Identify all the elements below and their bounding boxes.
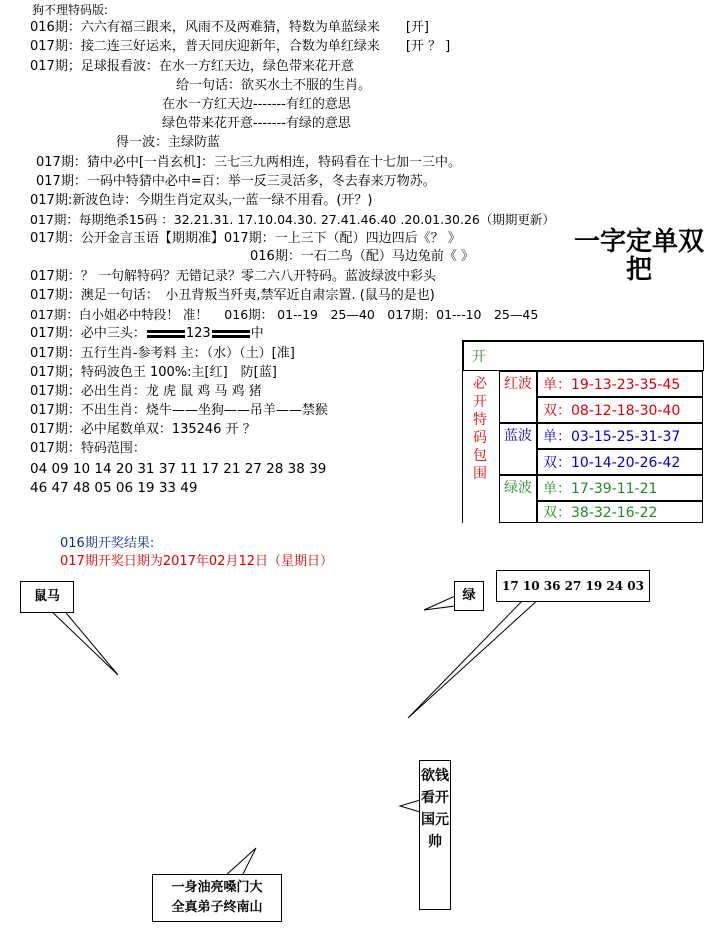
table-open: 开 bbox=[463, 341, 704, 371]
tail-color bbox=[424, 596, 455, 610]
three-heads-label: 017期：必中三头： bbox=[30, 326, 146, 341]
three-heads-end: 中 bbox=[250, 326, 264, 341]
line-15: 017期：澳足一句话： 小丑背叛当歼夷,禁军近自肃宗置. (鼠马的是也) bbox=[30, 288, 435, 303]
table-vertical-label: 必开特码包围 bbox=[473, 376, 487, 482]
line-20: 017期：必出生肖：龙 虎 鼠 鸡 马 鸡 猪 bbox=[30, 384, 262, 399]
poem-line-1: 一身油亮嗓门大 bbox=[171, 880, 263, 895]
green-even: 双：38-32-16-22 bbox=[537, 501, 703, 523]
callout-numbers: 17 10 36 27 19 24 03 bbox=[496, 570, 650, 602]
callout-vertical: 欲钱看开国元帅 bbox=[419, 760, 451, 910]
line-3: 017期；足球报看波：在水一方红天边，绿色带来花开意 bbox=[30, 59, 354, 74]
line-22: 017期：必中尾数单双：135246 开 ？ bbox=[30, 422, 256, 437]
line-23: 017期：特码范围： bbox=[30, 441, 146, 456]
tail-zodiac bbox=[48, 608, 118, 675]
poem-line-2: 全真弟子终南山 bbox=[171, 900, 263, 915]
line-4: 给一句话：欲买水土不服的生肖。 bbox=[176, 78, 372, 93]
range-numbers-2: 46 47 48 05 06 19 33 49 bbox=[30, 480, 198, 496]
callout-poem bbox=[152, 874, 282, 922]
line-13: 016期：一石二鸟（配）马边兔前《 》 bbox=[250, 249, 474, 264]
range-numbers-1: 04 09 10 14 20 31 37 11 17 21 27 28 38 39 bbox=[30, 461, 327, 477]
callout-zodiac: 鼠马 bbox=[20, 581, 74, 613]
blue-odd: 单：03-15-25-31-37 bbox=[537, 423, 703, 449]
line-1: 016期：六六有福三跟来，风雨不及两难猜，特数为单蓝绿来 [开] bbox=[30, 20, 429, 35]
blue-even: 双：10-14-20-26-42 bbox=[537, 449, 703, 475]
line-8: 017期：猜中必中[一肖玄机]：三七三九两相连，特码看在十七加一三中。 bbox=[36, 155, 461, 170]
side-title: 一字定单双 把 bbox=[574, 227, 705, 285]
callout-color: 绿 bbox=[454, 581, 484, 611]
line-2: 017期：接二连三好运来，普天同庆迎新年，合数为单红绿来 [开 ？ ] bbox=[30, 39, 451, 54]
line-18: 017期：五行生肖-参考料 主：（水）（土）[准] bbox=[30, 346, 295, 361]
line-10: 017期:新波色诗：今期生肖定双头,一蓝一绿不用看。(开？) bbox=[30, 193, 373, 208]
group-red-name: 红波 bbox=[504, 376, 532, 392]
three-heads-mid: 123 bbox=[185, 326, 211, 341]
line-5: 在水一方红天边-------有红的意思 bbox=[162, 97, 351, 112]
line-12: 017期：公开金言玉语【期期准】017期：一上三下（配）四边四后《？ 》 bbox=[30, 231, 461, 246]
line-11: 017期：每期绝杀15码 ：32.21.31. 17.10.04.30. 27.41.46.40 .20.01.30.26（期期更新） bbox=[30, 212, 555, 227]
red-odd: 单：19-13-23-35-45 bbox=[537, 371, 703, 397]
draw-date: 017期开奖日期为2017年02月12日（星期日） bbox=[60, 554, 333, 569]
group-blue-name: 蓝波 bbox=[504, 428, 532, 444]
tail-poem bbox=[225, 848, 256, 876]
line-19: 017期；特码波色王 100%:主[红] 防[蓝] bbox=[30, 365, 277, 380]
tail-numbers bbox=[408, 598, 540, 718]
group-green-name: 绿波 bbox=[504, 480, 532, 496]
line-6: 绿色带来花开意-------有绿的意思 bbox=[162, 116, 351, 131]
line-7: 得一波：主绿防蓝 bbox=[116, 135, 221, 150]
tail-vertical bbox=[400, 800, 420, 812]
line-21: 017期：不出生肖：烧牛——坐狗——吊羊——禁猴 bbox=[30, 403, 328, 418]
line-9: 017期：一码中特猜中必中=百：举一反三灵活多，冬去春来万物苏。 bbox=[36, 174, 436, 189]
line-14: 017期：？ 一句解特码？无错记录？零二六八开特码。蓝波绿波中彩头 bbox=[30, 269, 436, 284]
page-title: 狗不理特码版: bbox=[32, 3, 109, 17]
green-odd: 单：17-39-11-21 bbox=[537, 475, 703, 501]
red-even: 双：08-12-18-30-40 bbox=[537, 397, 703, 423]
result-label: 016期开奖结果: bbox=[60, 536, 155, 551]
line-16: 017期：白小姐必中特段！ 准！ 016期： 01--19 25—40 017期：01---10 25—45 bbox=[30, 307, 539, 322]
